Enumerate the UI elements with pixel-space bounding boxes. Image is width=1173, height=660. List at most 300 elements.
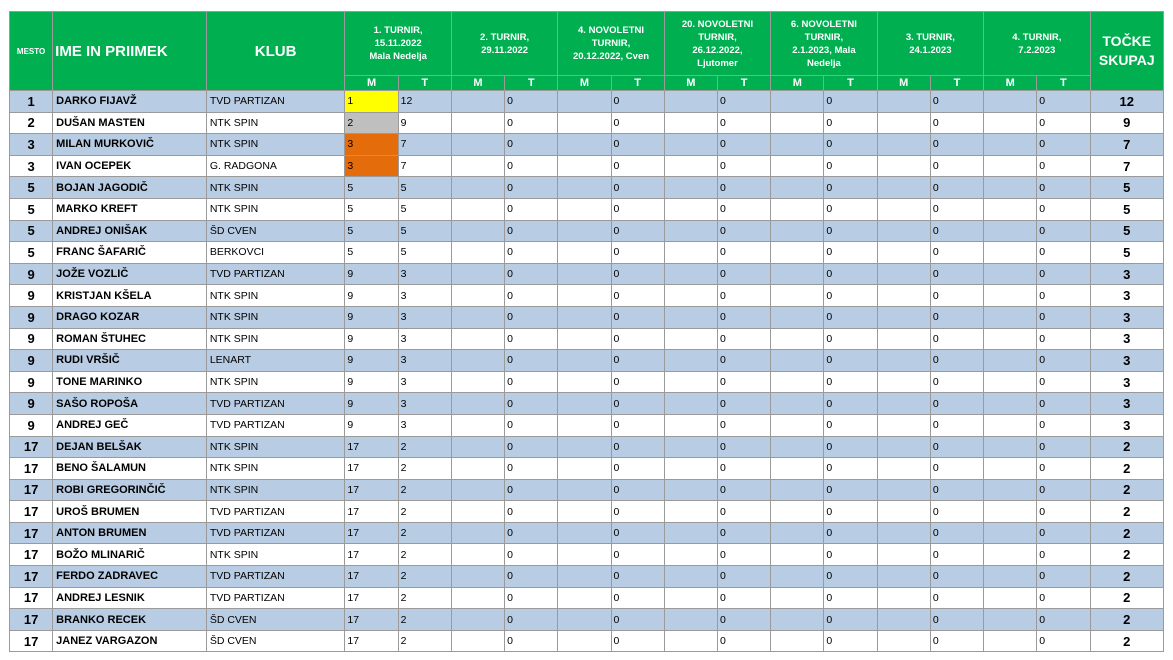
place-cell: 9 [345, 393, 398, 415]
table-row [10, 112, 1164, 134]
club-cell: ŠD CVEN [206, 630, 345, 652]
player-name-cell: BRANKO RECEK [53, 609, 207, 631]
rank-cell: 9 [10, 371, 53, 393]
points-cell: 0 [824, 177, 877, 199]
place-cell [877, 630, 930, 652]
rank-cell: 9 [10, 393, 53, 415]
rank-cell: 9 [10, 263, 53, 285]
points-cell: 0 [505, 350, 558, 372]
rank-cell: 9 [10, 306, 53, 328]
rank-cell: 17 [10, 609, 53, 631]
points-cell: 0 [930, 285, 983, 307]
table-row [10, 350, 1164, 372]
points-cell: 0 [1037, 263, 1090, 285]
place-cell [984, 393, 1037, 415]
club-cell: G. RADGONA [206, 155, 345, 177]
points-cell: 0 [824, 328, 877, 350]
total-points-cell: 2 [1090, 522, 1163, 544]
points-cell: 0 [824, 544, 877, 566]
player-name-cell: ANDREJ GEČ [53, 414, 207, 436]
points-cell: 0 [930, 177, 983, 199]
points-cell: 0 [717, 328, 770, 350]
points-cell: 0 [505, 587, 558, 609]
points-cell: 0 [930, 220, 983, 242]
player-name-cell: DRAGO KOZAR [53, 306, 207, 328]
place-cell [558, 112, 611, 134]
points-cell: 2 [398, 501, 451, 523]
place-cell: 17 [345, 479, 398, 501]
place-cell [984, 242, 1037, 264]
player-name-cell: MILAN MURKOVIČ [53, 134, 207, 156]
place-cell [558, 242, 611, 264]
place-cell [664, 544, 717, 566]
header-place-label: M [345, 76, 398, 91]
standings-table [9, 11, 1164, 652]
place-cell [451, 566, 504, 588]
points-cell: 0 [824, 285, 877, 307]
place-cell [984, 436, 1037, 458]
place-cell [984, 134, 1037, 156]
place-cell [877, 285, 930, 307]
points-cell: 0 [717, 134, 770, 156]
place-cell [984, 566, 1037, 588]
points-cell: 0 [505, 155, 558, 177]
points-cell: 2 [398, 458, 451, 480]
club-cell: TVD PARTIZAN [206, 566, 345, 588]
header-place-label: M [771, 76, 824, 91]
place-cell [984, 630, 1037, 652]
points-cell: 0 [930, 155, 983, 177]
points-cell: 0 [1037, 436, 1090, 458]
place-cell [558, 436, 611, 458]
points-cell: 0 [717, 220, 770, 242]
points-cell: 2 [398, 630, 451, 652]
tournament-title-line: 6. NOVOLETNI [790, 18, 857, 30]
table-row [10, 134, 1164, 156]
place-cell [451, 328, 504, 350]
table-row [10, 414, 1164, 436]
club-cell: ŠD CVEN [206, 609, 345, 631]
points-cell: 0 [611, 220, 664, 242]
place-cell [877, 587, 930, 609]
place-cell [664, 630, 717, 652]
total-points-cell: 5 [1090, 242, 1163, 264]
place-cell [984, 609, 1037, 631]
place-cell [877, 220, 930, 242]
points-cell: 0 [505, 112, 558, 134]
points-cell: 0 [611, 112, 664, 134]
points-cell: 0 [1037, 220, 1090, 242]
points-cell: 0 [717, 414, 770, 436]
place-cell [664, 91, 717, 113]
points-cell: 0 [824, 371, 877, 393]
place-cell [451, 112, 504, 134]
place-cell [451, 242, 504, 264]
points-cell: 0 [717, 198, 770, 220]
total-points-cell: 2 [1090, 436, 1163, 458]
points-cell: 0 [1037, 544, 1090, 566]
points-cell: 0 [1037, 242, 1090, 264]
points-cell: 0 [824, 198, 877, 220]
points-cell: 7 [398, 155, 451, 177]
place-cell [771, 285, 824, 307]
player-name-cell: BOJAN JAGODIČ [53, 177, 207, 199]
rank-cell: 5 [10, 177, 53, 199]
place-cell [877, 91, 930, 113]
points-cell: 3 [398, 393, 451, 415]
player-name-cell: FERDO ZADRAVEC [53, 566, 207, 588]
points-cell: 0 [824, 501, 877, 523]
points-cell: 0 [930, 263, 983, 285]
place-cell [771, 350, 824, 372]
place-cell: 5 [345, 220, 398, 242]
points-cell: 0 [505, 436, 558, 458]
place-cell [984, 177, 1037, 199]
points-cell: 0 [505, 220, 558, 242]
tournament-title-line: 2. TURNIR, [480, 31, 530, 43]
points-cell: 0 [505, 393, 558, 415]
player-name-cell: ANTON BRUMEN [53, 522, 207, 544]
points-cell: 0 [824, 458, 877, 480]
total-points-cell: 3 [1090, 350, 1163, 372]
place-cell [771, 436, 824, 458]
place-cell [664, 220, 717, 242]
points-cell: 0 [717, 285, 770, 307]
points-cell: 3 [398, 414, 451, 436]
tournament-title-line: 7.2.2023 [1018, 44, 1056, 56]
points-cell: 0 [1037, 112, 1090, 134]
place-cell [771, 91, 824, 113]
table-row [10, 91, 1164, 113]
total-points-cell: 7 [1090, 134, 1163, 156]
points-cell: 0 [505, 328, 558, 350]
player-name-cell: ROMAN ŠTUHEC [53, 328, 207, 350]
points-cell: 0 [505, 458, 558, 480]
place-cell [664, 198, 717, 220]
place-cell [984, 285, 1037, 307]
points-cell: 0 [930, 306, 983, 328]
total-points-cell: 2 [1090, 566, 1163, 588]
points-cell: 0 [1037, 350, 1090, 372]
place-cell: 5 [345, 177, 398, 199]
points-cell: 0 [1037, 306, 1090, 328]
table-row [10, 263, 1164, 285]
header-points-label: T [717, 76, 770, 91]
table-row [10, 177, 1164, 199]
points-cell: 0 [1037, 155, 1090, 177]
place-cell [877, 242, 930, 264]
rank-cell: 17 [10, 522, 53, 544]
points-cell: 0 [611, 544, 664, 566]
points-cell: 0 [611, 436, 664, 458]
player-name-cell: MARKO KREFT [53, 198, 207, 220]
place-cell: 17 [345, 609, 398, 631]
place-cell [877, 134, 930, 156]
points-cell: 0 [1037, 91, 1090, 113]
place-cell [558, 306, 611, 328]
table-row [10, 393, 1164, 415]
place-cell [771, 393, 824, 415]
points-cell: 0 [930, 112, 983, 134]
player-name-cell: DUŠAN MASTEN [53, 112, 207, 134]
points-cell: 0 [824, 587, 877, 609]
place-cell [451, 198, 504, 220]
tournament-title-line: Nedelja [807, 57, 841, 69]
player-name-cell: KRISTJAN KŠELA [53, 285, 207, 307]
points-cell: 0 [611, 587, 664, 609]
place-cell [664, 522, 717, 544]
club-cell: NTK SPIN [206, 436, 345, 458]
rank-cell: 9 [10, 350, 53, 372]
points-cell: 0 [824, 112, 877, 134]
rank-cell: 3 [10, 155, 53, 177]
points-cell: 0 [717, 371, 770, 393]
place-cell: 3 [345, 155, 398, 177]
points-cell: 0 [1037, 522, 1090, 544]
points-cell: 5 [398, 242, 451, 264]
points-cell: 2 [398, 609, 451, 631]
place-cell [451, 285, 504, 307]
points-cell: 0 [505, 609, 558, 631]
points-cell: 0 [1037, 566, 1090, 588]
header-place-label: M [451, 76, 504, 91]
tournament-title-line: 2.1.2023, Mala [792, 44, 856, 56]
points-cell: 0 [611, 522, 664, 544]
place-cell: 9 [345, 371, 398, 393]
points-cell: 0 [611, 350, 664, 372]
points-cell: 0 [1037, 458, 1090, 480]
header-club: KLUB [206, 12, 345, 91]
standings-body [10, 91, 1164, 652]
place-cell [558, 371, 611, 393]
total-points-cell: 2 [1090, 501, 1163, 523]
points-cell: 0 [505, 242, 558, 264]
table-row [10, 479, 1164, 501]
place-cell: 17 [345, 566, 398, 588]
place-cell [451, 177, 504, 199]
points-cell: 0 [1037, 501, 1090, 523]
points-cell: 0 [824, 393, 877, 415]
points-cell: 0 [824, 522, 877, 544]
place-cell [558, 501, 611, 523]
player-name-cell: FRANC ŠAFARIČ [53, 242, 207, 264]
place-cell [451, 350, 504, 372]
place-cell: 17 [345, 544, 398, 566]
points-cell: 0 [611, 479, 664, 501]
place-cell [558, 155, 611, 177]
rank-cell: 9 [10, 414, 53, 436]
place-cell [877, 155, 930, 177]
points-cell: 2 [398, 566, 451, 588]
club-cell: NTK SPIN [206, 544, 345, 566]
points-cell: 0 [930, 414, 983, 436]
points-cell: 0 [611, 177, 664, 199]
points-cell: 0 [1037, 371, 1090, 393]
place-cell [771, 220, 824, 242]
table-row [10, 155, 1164, 177]
points-cell: 0 [505, 285, 558, 307]
place-cell: 9 [345, 285, 398, 307]
place-cell [877, 263, 930, 285]
club-cell: NTK SPIN [206, 177, 345, 199]
place-cell [558, 198, 611, 220]
tournament-title-line: TURNIR, [698, 31, 737, 43]
header-tournament [451, 12, 557, 76]
points-cell: 0 [1037, 198, 1090, 220]
place-cell [558, 91, 611, 113]
place-cell [984, 328, 1037, 350]
place-cell [984, 522, 1037, 544]
place-cell [664, 587, 717, 609]
place-cell [451, 414, 504, 436]
points-cell: 2 [398, 522, 451, 544]
club-cell: TVD PARTIZAN [206, 91, 345, 113]
points-cell: 0 [824, 263, 877, 285]
place-cell [664, 436, 717, 458]
table-row [10, 220, 1164, 242]
points-cell: 0 [930, 242, 983, 264]
player-name-cell: JOŽE VOZLIČ [53, 263, 207, 285]
tournament-title-line: 4. TURNIR, [1012, 31, 1062, 43]
player-name-cell: UROŠ BRUMEN [53, 501, 207, 523]
place-cell: 17 [345, 587, 398, 609]
table-row [10, 306, 1164, 328]
place-cell [771, 177, 824, 199]
place-cell [877, 522, 930, 544]
points-cell: 0 [717, 609, 770, 631]
points-cell: 0 [505, 198, 558, 220]
points-cell: 0 [717, 306, 770, 328]
place-cell [877, 177, 930, 199]
points-cell: 0 [611, 198, 664, 220]
points-cell: 0 [611, 414, 664, 436]
points-cell: 0 [611, 155, 664, 177]
place-cell [771, 134, 824, 156]
rank-cell: 9 [10, 328, 53, 350]
table-row [10, 587, 1164, 609]
points-cell: 0 [1037, 177, 1090, 199]
points-cell: 7 [398, 134, 451, 156]
total-points-cell: 2 [1090, 587, 1163, 609]
place-cell [771, 306, 824, 328]
place-cell [877, 306, 930, 328]
total-points-cell: 2 [1090, 609, 1163, 631]
points-cell: 0 [824, 220, 877, 242]
header-place-label: M [984, 76, 1037, 91]
place-cell [877, 198, 930, 220]
points-cell: 0 [717, 566, 770, 588]
rank-cell: 5 [10, 220, 53, 242]
points-cell: 0 [1037, 393, 1090, 415]
place-cell [984, 458, 1037, 480]
points-cell: 0 [611, 609, 664, 631]
place-cell [984, 587, 1037, 609]
place-cell [771, 155, 824, 177]
place-cell [877, 414, 930, 436]
place-cell [877, 458, 930, 480]
player-name-cell: DEJAN BELŠAK [53, 436, 207, 458]
club-cell: LENART [206, 350, 345, 372]
place-cell [664, 393, 717, 415]
player-name-cell: TONE MARINKO [53, 371, 207, 393]
points-cell: 0 [930, 371, 983, 393]
points-cell: 0 [824, 436, 877, 458]
place-cell [877, 544, 930, 566]
points-cell: 0 [505, 566, 558, 588]
player-name-cell: JANEZ VARGAZON [53, 630, 207, 652]
place-cell [558, 522, 611, 544]
place-cell [558, 609, 611, 631]
table-row [10, 328, 1164, 350]
points-cell: 0 [1037, 587, 1090, 609]
points-cell: 0 [824, 566, 877, 588]
points-cell: 0 [611, 242, 664, 264]
points-cell: 0 [717, 501, 770, 523]
place-cell [877, 328, 930, 350]
points-cell: 3 [398, 263, 451, 285]
place-cell: 17 [345, 630, 398, 652]
place-cell [877, 566, 930, 588]
place-cell [664, 501, 717, 523]
points-cell: 0 [717, 177, 770, 199]
rank-cell: 17 [10, 458, 53, 480]
place-cell: 9 [345, 306, 398, 328]
table-row [10, 285, 1164, 307]
table-row [10, 544, 1164, 566]
place-cell [558, 220, 611, 242]
place-cell [664, 566, 717, 588]
rank-cell: 17 [10, 566, 53, 588]
points-cell: 0 [930, 479, 983, 501]
club-cell: NTK SPIN [206, 479, 345, 501]
place-cell [877, 436, 930, 458]
rank-cell: 17 [10, 544, 53, 566]
points-cell: 0 [930, 566, 983, 588]
place-cell [771, 609, 824, 631]
points-cell: 0 [930, 328, 983, 350]
points-cell: 0 [505, 522, 558, 544]
tournament-title-line: Ljutomer [697, 57, 738, 69]
place-cell [664, 112, 717, 134]
club-cell: NTK SPIN [206, 306, 345, 328]
header-tournament [345, 12, 451, 76]
total-points-cell: 2 [1090, 479, 1163, 501]
place-cell: 5 [345, 242, 398, 264]
points-cell: 0 [717, 91, 770, 113]
header-place-label: M [558, 76, 611, 91]
club-cell: TVD PARTIZAN [206, 522, 345, 544]
points-cell: 0 [930, 198, 983, 220]
place-cell [771, 328, 824, 350]
points-cell: 3 [398, 350, 451, 372]
header-place-label: M [664, 76, 717, 91]
place-cell: 2 [345, 112, 398, 134]
tournament-title-line: 20.12.2022, Cven [572, 51, 650, 62]
points-cell: 0 [717, 458, 770, 480]
points-cell: 0 [611, 306, 664, 328]
club-cell: NTK SPIN [206, 134, 345, 156]
header-name: IME IN PRIIMEK [53, 12, 207, 91]
points-cell: 12 [398, 91, 451, 113]
total-points-cell: 2 [1090, 458, 1163, 480]
place-cell [984, 479, 1037, 501]
total-points-cell: 2 [1090, 630, 1163, 652]
player-name-cell: SAŠO ROPOŠA [53, 393, 207, 415]
player-name-cell: RUDI VRŠIČ [53, 350, 207, 372]
place-cell: 17 [345, 458, 398, 480]
points-cell: 0 [824, 609, 877, 631]
total-points-cell: 3 [1090, 263, 1163, 285]
